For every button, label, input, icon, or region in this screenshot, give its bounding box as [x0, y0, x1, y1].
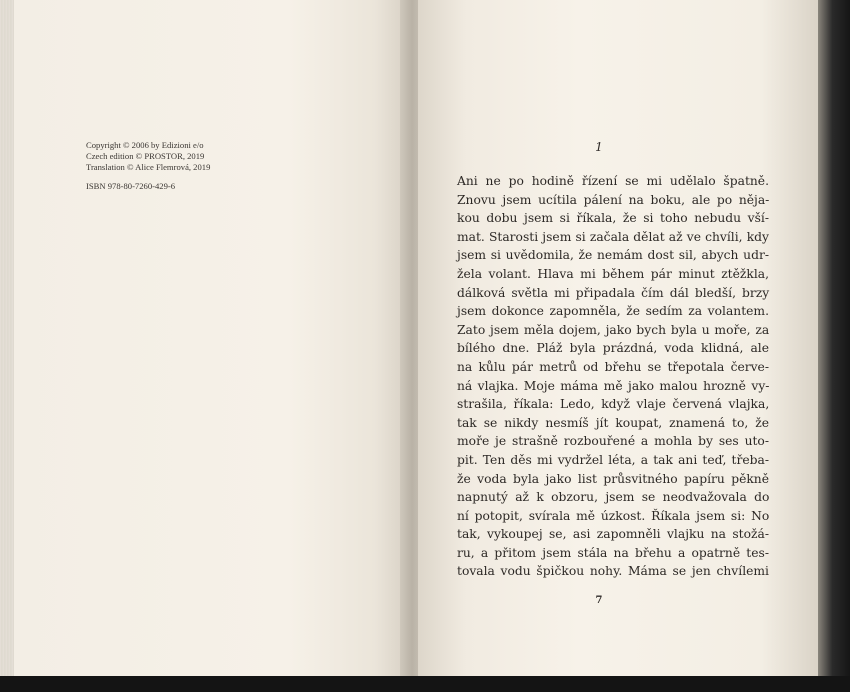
text-line: ní potopit, svírala mě úzkost. Říkala jsem si: No — [457, 508, 770, 523]
text-line: pit. Ten děs mi vydržel léta, a tak ani teď, třeba- — [457, 452, 769, 467]
text-line: mat. Starosti jsem si začala dělat až ve chvíli, kdy — [457, 229, 769, 244]
text-line: moře je strašně rozbouřené a mohla by ses uto- — [457, 434, 769, 449]
text-line: žela volant. Hlava mi během pár minut ztěžkla, — [457, 266, 769, 281]
text-line: na kůlu pár metrů od břehu se třepotala červe- — [457, 359, 769, 374]
text-line: napnutý až k obzoru, jsem se neodvažovala do — [457, 490, 770, 505]
text-line: dálková světla mi připadala čím dál bledší, brzy — [457, 285, 770, 300]
background-right — [818, 0, 850, 692]
text-line: bílého dne. Pláž byla prázdná, voda klidná, ale — [457, 341, 769, 356]
text-line: Ani ne po hodině řízení se mi udělalo špatně. — [457, 174, 769, 188]
czech-edition-line: Czech edition © PROSTOR, 2019 — [86, 151, 205, 161]
text-line: ná vlajka. Moje máma mě jako malou hrozně vy- — [457, 378, 770, 393]
chapter-number: 1 — [595, 140, 603, 154]
text-line: Zato jsem měla dojem, jako bych byla u moře, za — [457, 322, 770, 337]
body-text — [457, 172, 769, 581]
copyright-line: Copyright © 2006 by Edizioni e/o — [86, 140, 204, 150]
text-line: jsem dokonce zapomněla, že sedím za volantem. — [457, 304, 769, 319]
text-line: Znovu jsem ucítila pálení na boku, ale po něja- — [457, 192, 770, 207]
copyright-imprint — [86, 140, 306, 192]
text-line: tovala vodu špičkou nohy. Máma se jen chvílemi — [457, 564, 769, 579]
page-number: 7 — [595, 595, 603, 606]
text-line: kou dobu jsem si říkala, že si toho nebudu vší- — [457, 211, 769, 226]
text-line: tak, vykoupej se, asi zapomněli vlajku na stožá- — [457, 527, 769, 542]
text-line: že voda byla jako list průsvitného papíru pěkně — [457, 471, 769, 486]
text-line: ru, a přitom jsem stála na břehu a opatrně tes- — [457, 545, 769, 560]
background-bottom — [0, 676, 850, 692]
text-line: jsem si uvědomila, že nemám dost sil, abych udr- — [457, 248, 769, 263]
text-line: tak se nikdy nesmíš jít koupat, znamená to, že — [457, 415, 769, 430]
isbn-line: ISBN 978-80-7260-429-6 — [86, 181, 176, 191]
left-page — [14, 0, 406, 677]
translation-line: Translation © Alice Flemrová, 2019 — [86, 162, 211, 172]
text-line: strašila, říkala: Ledo, když vlaje červená vlajka, — [457, 397, 770, 412]
